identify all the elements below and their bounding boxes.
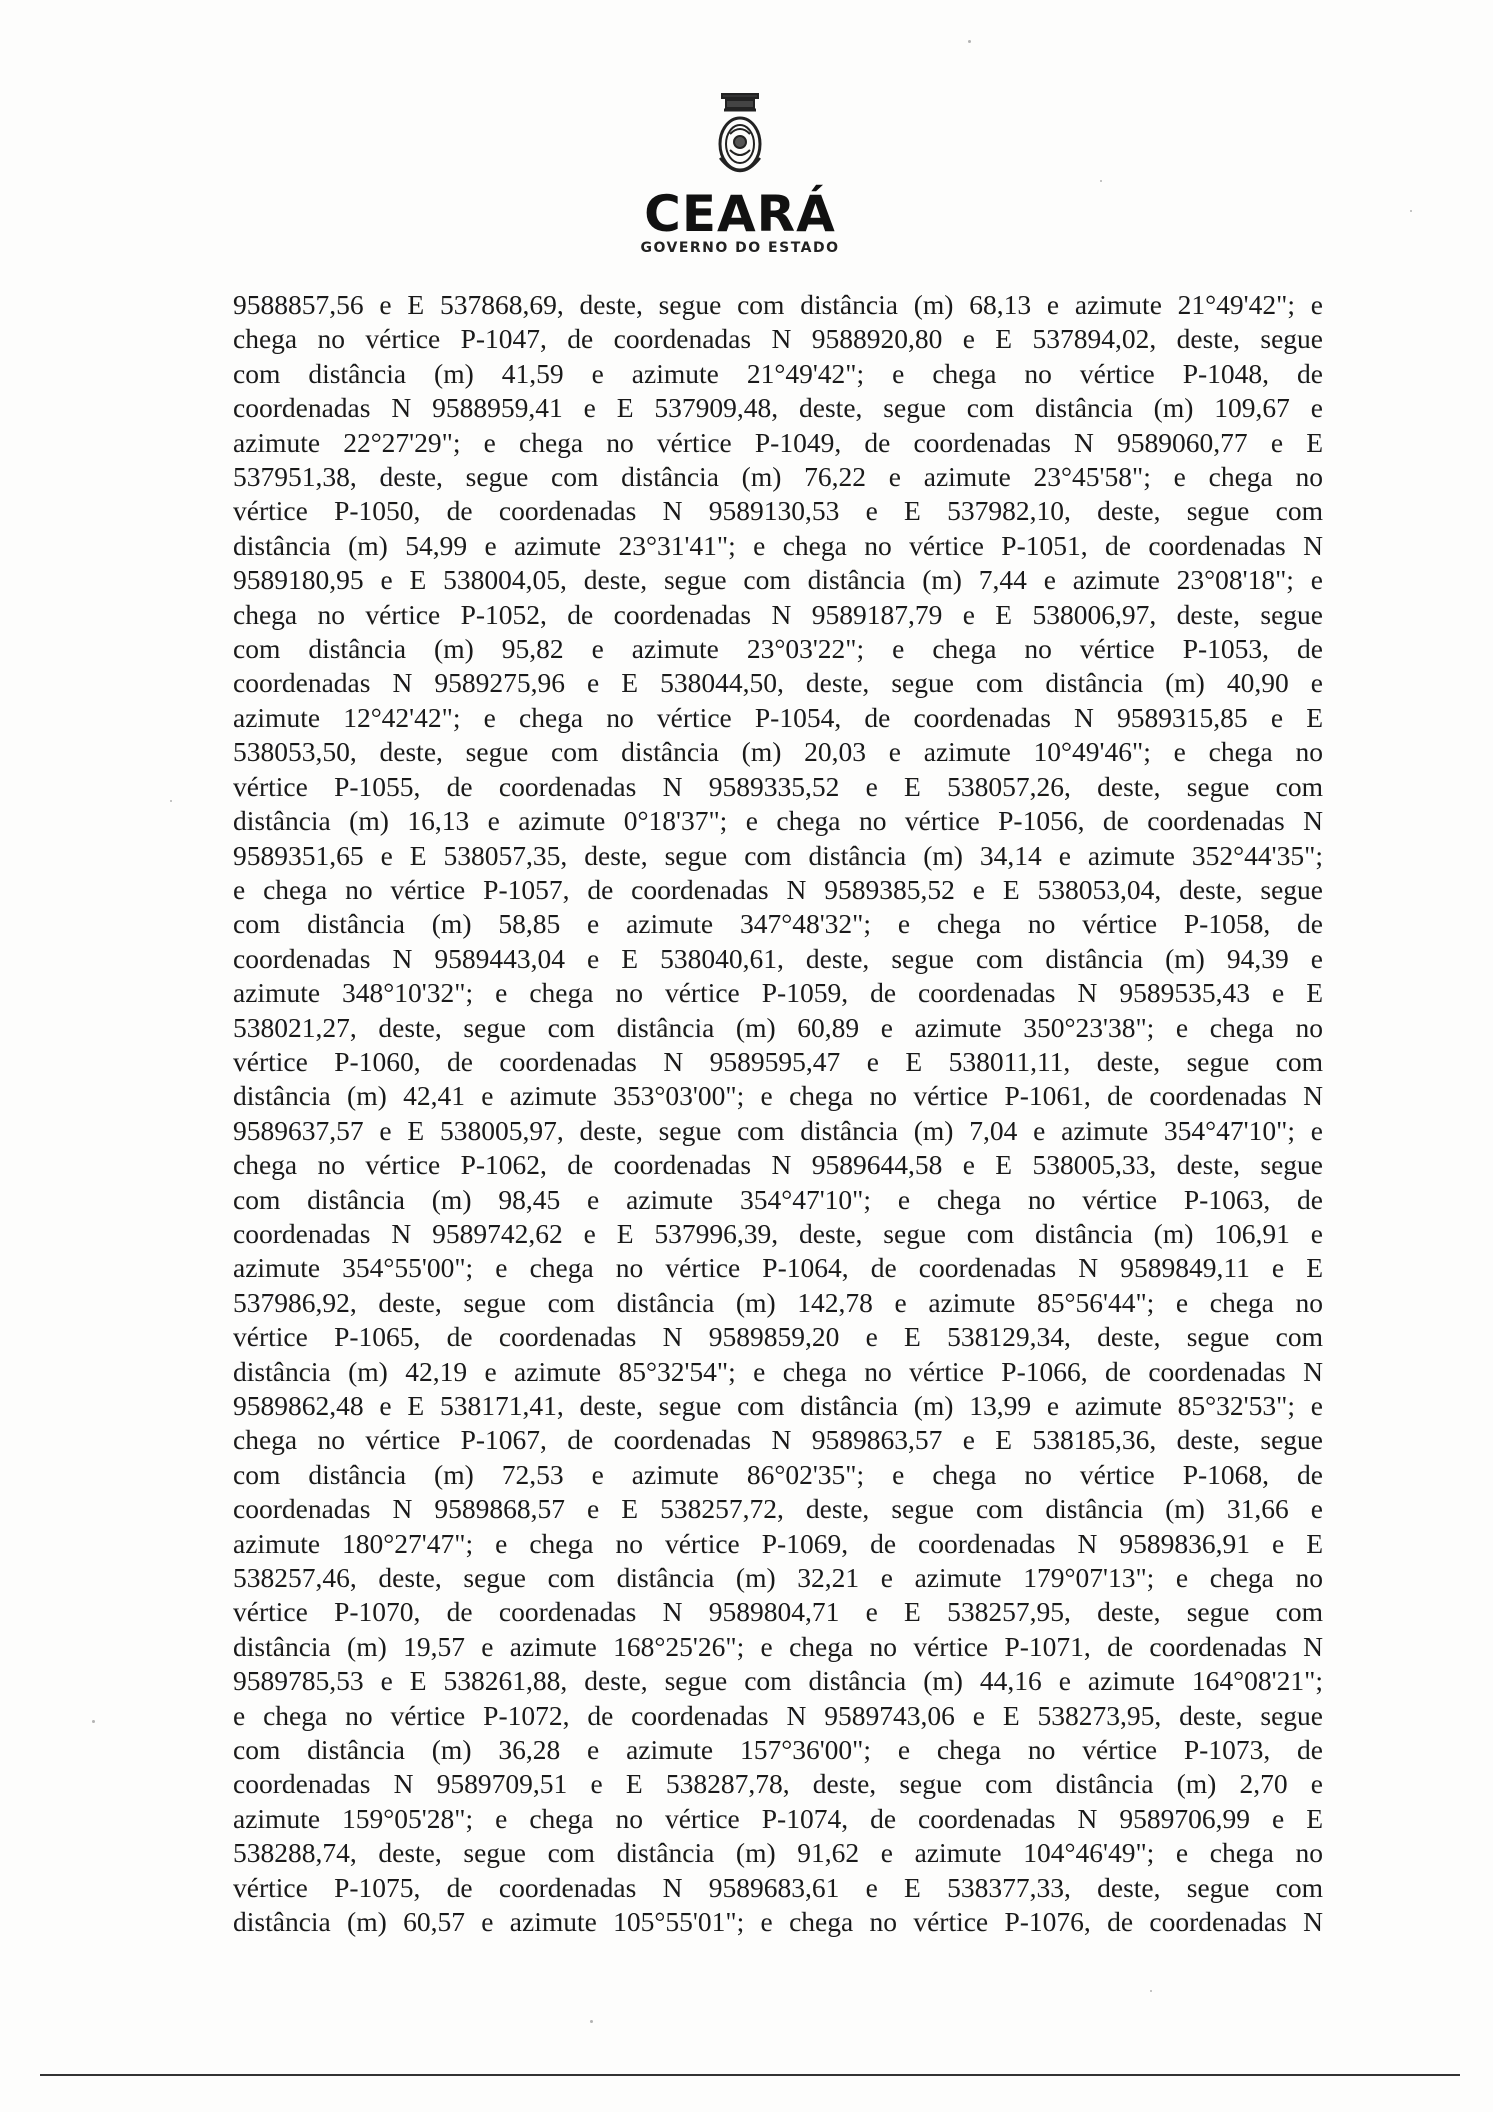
text-line: 537986,92, deste, segue com distância (m) 142,78 e azimute 85°56'44"; e chega no [233,1286,1323,1318]
text-line: coordenadas N 9589742,62 e E 537996,39, deste, segue com distância (m) 106,91 e [233,1217,1323,1249]
text-line: chega no vértice P-1052, de coordenadas N 9589187,79 e E 538006,97, deste, segue [233,598,1323,630]
text-line: chega no vértice P-1067, de coordenadas N 9589863,57 e E 538185,36, deste, segue [233,1424,1323,1456]
text-line: distância (m) 54,99 e azimute 23°31'41"; e chega no vértice P-1051, de coordenadas N [233,529,1323,561]
text-line: 9588857,56 e E 537868,69, deste, segue com distância (m) 68,13 e azimute 21°49'42"; e [233,289,1323,320]
footer-rule [40,2074,1460,2076]
text-line: distância (m) 42,41 e azimute 353°03'00"; e chega no vértice P-1061, de coordenadas N [233,1080,1323,1112]
text-line: com distância (m) 41,59 e azimute 21°49'42"; e chega no vértice P-1048, de [233,357,1323,389]
text-line: coordenadas N 9588959,41 e E 537909,48, deste, segue com distância (m) 109,67 e [233,392,1323,424]
text-line: vértice P-1055, de coordenadas N 9589335,52 e E 538057,26, deste, segue com [233,770,1323,802]
text-line: azimute 354°55'00"; e chega no vértice P-1064, de coordenadas N 9589849,11 e E [233,1252,1323,1284]
text-line: 538257,46, deste, segue com distância (m) 32,21 e azimute 179°07'13"; e chega no [233,1562,1323,1594]
boundary-description-text [233,288,1323,1940]
text-line: 9589785,53 e E 538261,88, deste, segue com distância (m) 44,16 e azimute 164°08'21"; [233,1665,1323,1697]
text-line: com distância (m) 98,45 e azimute 354°47'10"; e chega no vértice P-1063, de [233,1183,1323,1215]
text-line: azimute 348°10'32"; e chega no vértice P-1059, de coordenadas N 9589535,43 e E [233,977,1323,1009]
text-line: e chega no vértice P-1057, de coordenadas N 9589385,52 e E 538053,04, deste, segue [233,873,1323,905]
government-label: GOVERNO DO ESTADO [640,240,840,256]
scan-speck [1100,180,1102,182]
scan-speck [170,800,172,802]
text-line: distância (m) 16,13 e azimute 0°18'37"; e chega no vértice P-1056, de coordenadas N [233,805,1323,837]
text-line: 538021,27, deste, segue com distância (m) 60,89 e azimute 350°23'38"; e chega no [233,1011,1323,1043]
text-line: e chega no vértice P-1072, de coordenadas N 9589743,06 e E 538273,95, deste, segue [233,1699,1323,1731]
text-line: com distância (m) 95,82 e azimute 23°03'22"; e chega no vértice P-1053, de [233,633,1323,665]
text-line: chega no vértice P-1062, de coordenadas N 9589644,58 e E 538005,33, deste, segue [233,1149,1323,1181]
text-line: azimute 22°27'29"; e chega no vértice P-1049, de coordenadas N 9589060,77 e E [233,426,1323,458]
text-line: 9589862,48 e E 538171,41, deste, segue com distância (m) 13,99 e azimute 85°32'53"; e [233,1390,1323,1421]
scan-speck [92,1720,95,1723]
text-line: 538053,50, deste, segue com distância (m) 20,03 e azimute 10°49'46"; e chega no [233,736,1323,768]
text-line: azimute 12°42'42"; e chega no vértice P-1054, de coordenadas N 9589315,85 e E [233,701,1323,733]
text-line: azimute 159°05'28"; e chega no vértice P-1074, de coordenadas N 9589706,99 e E [233,1802,1323,1834]
text-line: 537951,38, deste, segue com distância (m) 76,22 e azimute 23°45'58"; e chega no [233,461,1323,493]
text-line: coordenadas N 9589443,04 e E 538040,61, deste, segue com distância (m) 94,39 e [233,942,1323,974]
text-line: 9589637,57 e E 538005,97, deste, segue com distância (m) 7,04 e azimute 354°47'10"; e [233,1114,1323,1146]
scan-speck [1150,1990,1152,1992]
letterhead [560,88,920,256]
text-line: vértice P-1050, de coordenadas N 9589130,53 e E 537982,10, deste, segue com [233,495,1323,527]
text-line: coordenadas N 9589275,96 e E 538044,50, deste, segue com distância (m) 40,90 e [233,667,1323,699]
scan-speck [968,40,971,43]
text-line: 9589180,95 e E 538004,05, deste, segue com distância (m) 7,44 e azimute 23°08'18"; e [233,564,1323,596]
text-line: vértice P-1075, de coordenadas N 9589683,61 e E 538377,33, deste, segue com [233,1871,1323,1903]
text-line: distância (m) 42,19 e azimute 85°32'54"; e chega no vértice P-1066, de coordenadas N [233,1355,1323,1387]
ceara-coat-of-arms-icon [708,88,772,184]
text-line: com distância (m) 58,85 e azimute 347°48'32"; e chega no vértice P-1058, de [233,908,1323,940]
scan-speck [590,2020,593,2023]
text-line: coordenadas N 9589709,51 e E 538287,78, deste, segue com distância (m) 2,70 e [233,1768,1323,1800]
text-line: com distância (m) 36,28 e azimute 157°36'00"; e chega no vértice P-1073, de [233,1734,1323,1766]
text-line: vértice P-1060, de coordenadas N 9589595,47 e E 538011,11, deste, segue com [233,1045,1323,1077]
text-line: chega no vértice P-1047, de coordenadas N 9588920,80 e E 537894,02, deste, segue [233,323,1323,355]
text-line: coordenadas N 9589868,57 e E 538257,72, deste, segue com distância (m) 31,66 e [233,1493,1323,1525]
text-line: azimute 180°27'47"; e chega no vértice P-1069, de coordenadas N 9589836,91 e E [233,1527,1323,1559]
text-line: vértice P-1065, de coordenadas N 9589859,20 e E 538129,34, deste, segue com [233,1321,1323,1353]
text-line: distância (m) 19,57 e azimute 168°25'26"; e chega no vértice P-1071, de coordenadas N [233,1630,1323,1662]
text-line: distância (m) 60,57 e azimute 105°55'01"; e chega no vértice P-1076, de coordenadas N [233,1906,1323,1938]
text-line: vértice P-1070, de coordenadas N 9589804,71 e E 538257,95, deste, segue com [233,1596,1323,1628]
text-line: 9589351,65 e E 538057,35, deste, segue com distância (m) 34,14 e azimute 352°44'35"; [233,839,1323,871]
text-line: 538288,74, deste, segue com distância (m) 91,62 e azimute 104°46'49"; e chega no [233,1837,1323,1869]
scan-speck [1410,210,1412,212]
state-name: CEARÁ [644,185,836,243]
text-line: com distância (m) 72,53 e azimute 86°02'35"; e chega no vértice P-1068, de [233,1458,1323,1490]
